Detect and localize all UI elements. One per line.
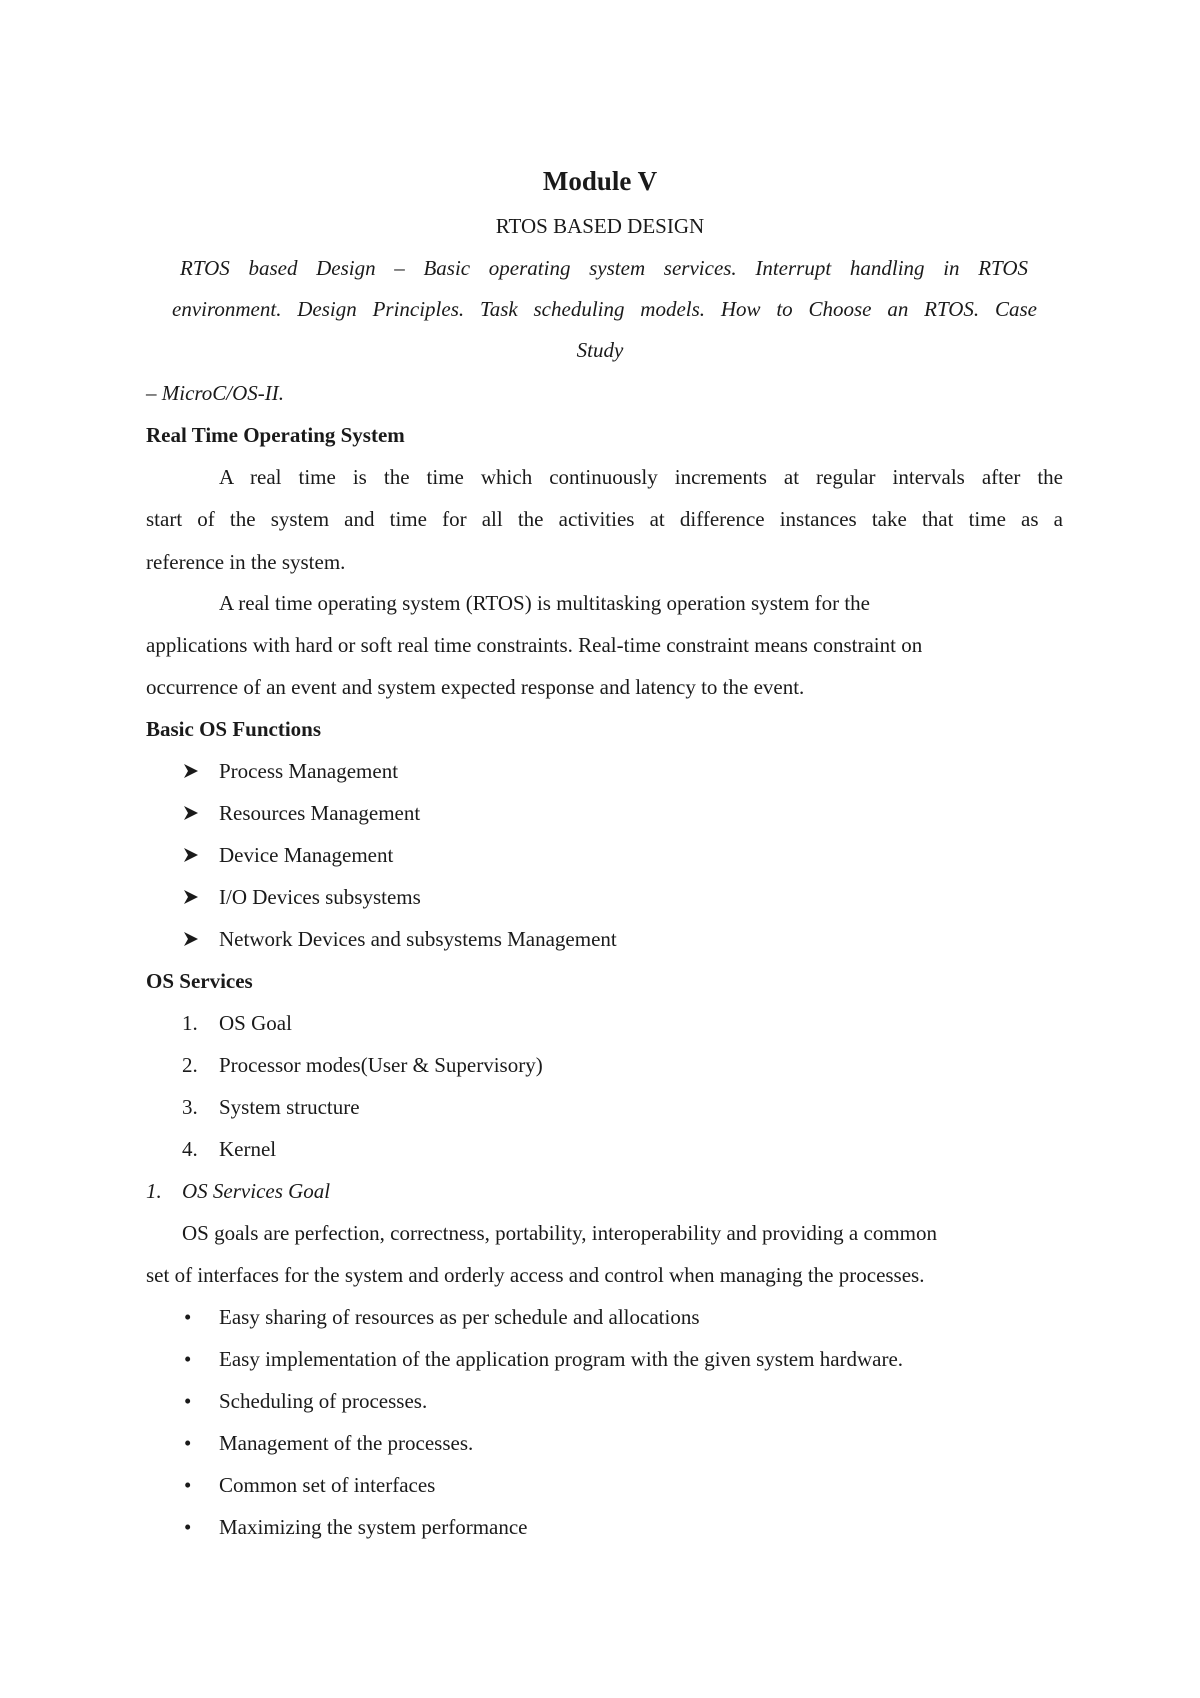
rtos-para1-line-1: A real time is the time which continuously increments at regular intervals after the (219, 465, 1063, 489)
arrowhead-bullet-icon (182, 930, 200, 948)
goal-heading: OS Services Goal (182, 1179, 331, 1203)
module-title: Module V (542, 166, 658, 196)
list-item: Device Management (219, 843, 394, 867)
list-item: Scheduling of processes. (219, 1389, 428, 1413)
list-item: System structure (219, 1095, 360, 1119)
list-item: Easy implementation of the application program with the given system hardware. (219, 1347, 904, 1371)
rtos-para2-line-3: occurrence of an event and system expected response and latency to the event. (146, 675, 805, 699)
rtos-para1-line-2: start of the system and time for all the activities at difference instances take that time as a (146, 507, 1063, 531)
list-item: Maximizing the system performance (219, 1515, 528, 1539)
bullet-dot-icon: • (184, 1473, 192, 1497)
bullet-dot-icon: • (184, 1515, 192, 1539)
goal-para-line-2: set of interfaces for the system and orderly access and control when managing the processes. (146, 1263, 925, 1287)
list-item: Easy sharing of resources as per schedule and allocations (219, 1305, 700, 1329)
list-item: Resources Management (219, 801, 421, 825)
syllabus-line-1: RTOS based Design – Basic operating system services. Interrupt handling in RTOS (180, 256, 1028, 280)
rtos-para2-line-2: applications with hard or soft real time constraints. Real-time constraint means constraint on (146, 633, 923, 657)
syllabus-line-4: – MicroC/OS-II. (146, 381, 285, 405)
arrowhead-bullet-icon (182, 846, 200, 864)
rtos-para1-line-3: reference in the system. (146, 550, 346, 574)
rtos-heading: Real Time Operating System (146, 423, 405, 447)
bullet-dot-icon: • (184, 1305, 192, 1329)
list-item: I/O Devices subsystems (219, 885, 421, 909)
list-item: Management of the processes. (219, 1431, 474, 1455)
list-item: Kernel (219, 1137, 277, 1161)
bullet-dot-icon: • (184, 1347, 192, 1371)
bullet-dot-icon: • (184, 1431, 192, 1455)
list-item: Process Management (219, 759, 399, 783)
syllabus-line-2: environment. Design Principles. Task scheduling models. How to Choose an RTOS. Case (172, 297, 1037, 321)
design-title: RTOS BASED DESIGN (495, 214, 705, 238)
bullet-dot-icon: • (184, 1389, 192, 1413)
list-item: Network Devices and subsystems Management (219, 927, 617, 951)
rtos-para2-line-1: A real time operating system (RTOS) is multitasking operation system for the (219, 591, 870, 615)
list-item: Common set of interfaces (219, 1473, 436, 1497)
arrowhead-bullet-icon (182, 804, 200, 822)
basic-os-heading: Basic OS Functions (146, 717, 322, 741)
arrowhead-bullet-icon (182, 762, 200, 780)
list-number: 4. (182, 1137, 198, 1161)
list-number: 2. (182, 1053, 198, 1077)
list-number: 1. (182, 1011, 198, 1035)
goal-para-line-1: OS goals are perfection, correctness, portability, interoperability and providing a common (182, 1221, 937, 1245)
list-item: Processor modes(User & Supervisory) (219, 1053, 543, 1077)
list-number: 3. (182, 1095, 198, 1119)
syllabus-line-3: Study (576, 338, 624, 362)
goal-number: 1. (146, 1179, 162, 1203)
os-services-heading: OS Services (146, 969, 253, 993)
list-item: OS Goal (219, 1011, 292, 1035)
arrowhead-bullet-icon (182, 888, 200, 906)
